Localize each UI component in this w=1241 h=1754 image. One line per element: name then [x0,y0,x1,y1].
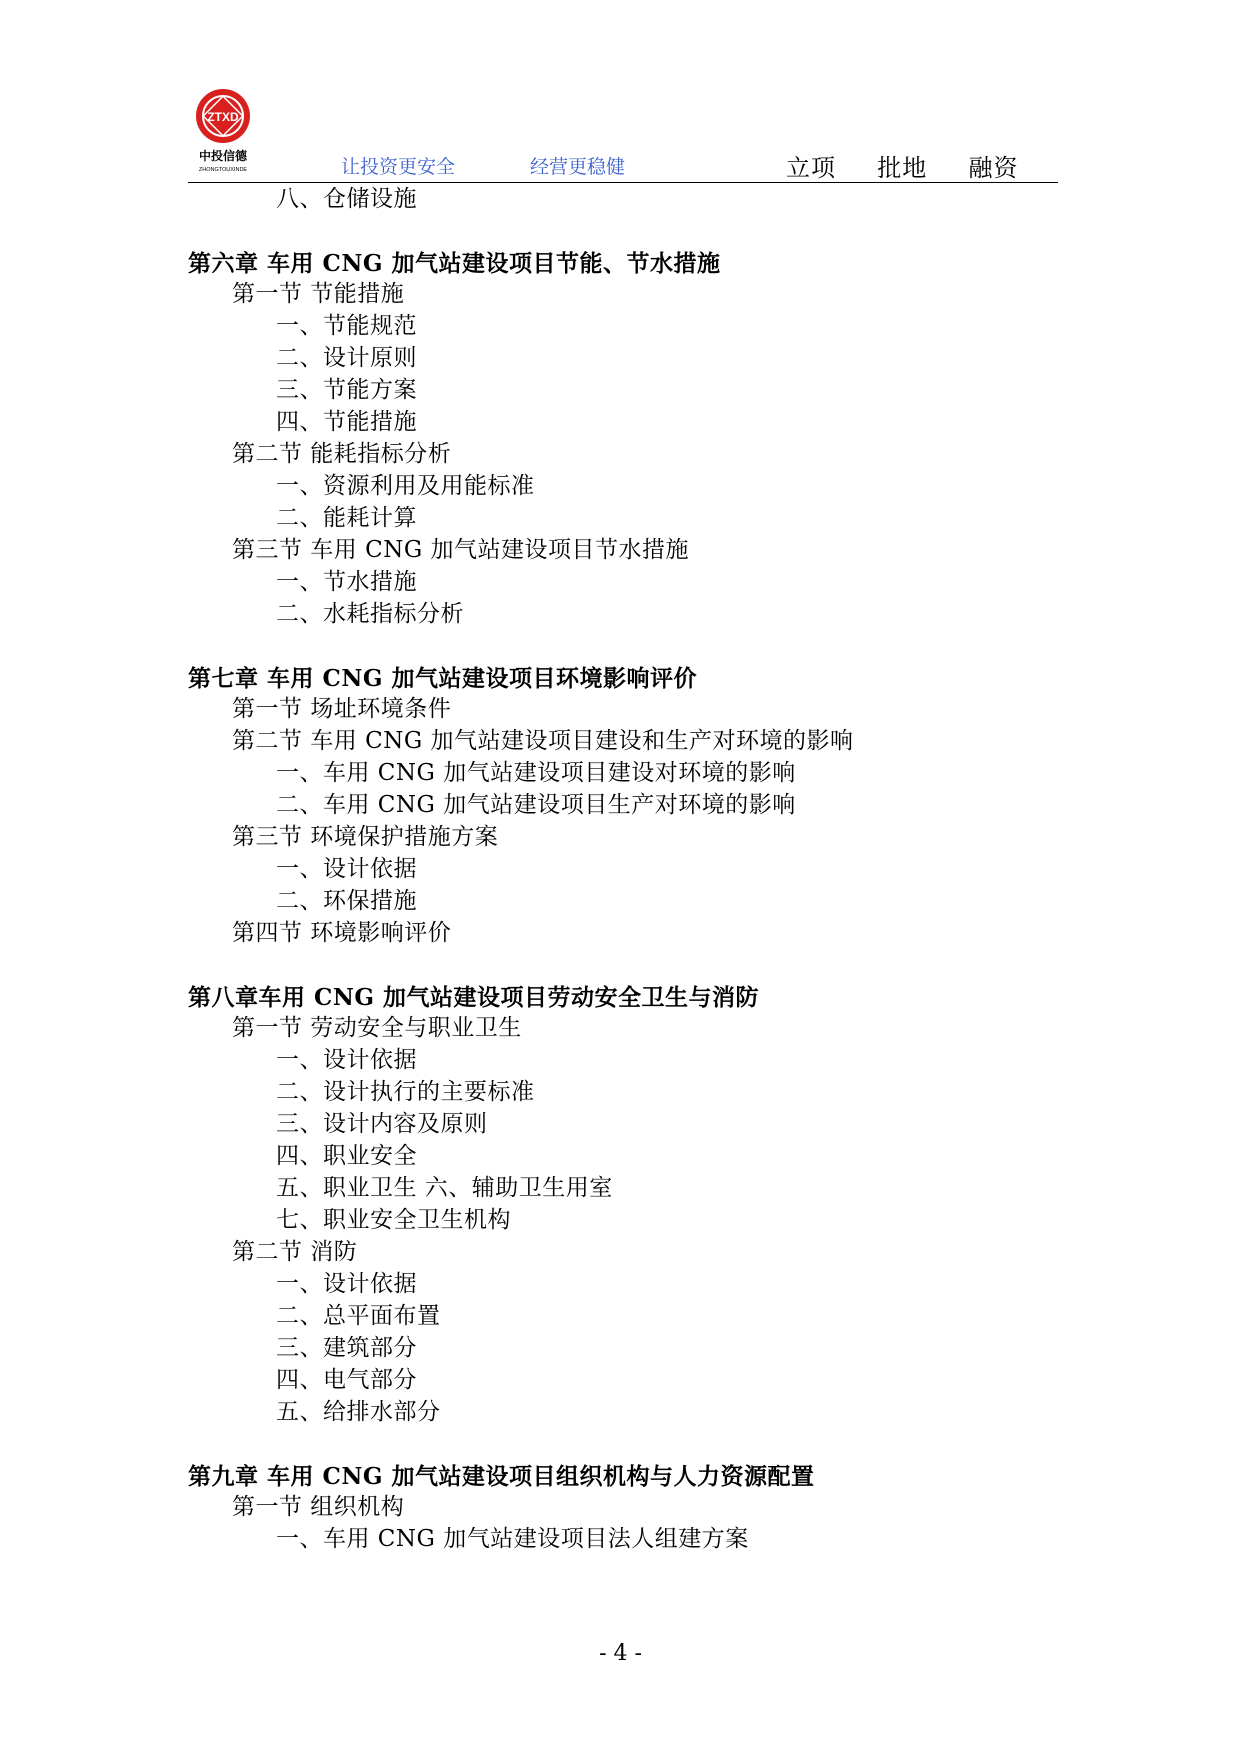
logo-sub: ZHONGTOUXINDE [198,167,248,173]
header-services: 立项 批地 融资 [786,154,1019,182]
toc-section: 第二节 消防 [232,1239,358,1265]
toc-section: 第三节 车用 CNG 加气站建设项目节水措施 [232,537,690,563]
toc-item: 三、节能方案 [276,377,417,403]
toc-item: 四、职业安全 [276,1143,417,1169]
toc-item: 三、设计内容及原则 [276,1111,488,1137]
logo-brand: 中投信德 [198,149,248,163]
toc-section: 第一节 节能措施 [232,281,405,307]
slogan-stable-operation: 经营更稳健 [530,156,626,178]
toc-item: 一、设计依据 [276,1047,417,1073]
toc-section: 第二节 车用 CNG 加气站建设项目建设和生产对环境的影响 [232,728,854,754]
toc-item: 二、水耗指标分析 [276,601,464,627]
toc-item: 二、车用 CNG 加气站建设项目生产对环境的影响 [276,792,796,818]
toc-section: 第四节 环境影响评价 [232,920,452,946]
toc-chapter: 第七章 车用 CNG 加气站建设项目环境影响评价 [188,665,697,692]
slogan-safe-investment: 让投资更安全 [341,156,456,178]
toc-item: 一、设计依据 [276,856,417,882]
toc-item: 二、设计执行的主要标准 [276,1079,535,1105]
toc-item: 四、电气部分 [276,1367,417,1393]
toc-item: 一、资源利用及用能标准 [276,473,535,499]
toc-item: 一、车用 CNG 加气站建设项目法人组建方案 [276,1526,749,1552]
toc-item: 二、总平面布置 [276,1303,441,1329]
toc-item: 七、职业安全卫生机构 [276,1207,511,1233]
logo-text: ZTXD [207,110,239,124]
toc-item: 八、仓储设施 [276,186,417,212]
toc-section: 第一节 劳动安全与职业卫生 [232,1015,522,1041]
toc-item: 二、能耗计算 [276,505,417,531]
toc-section: 第三节 环境保护措施方案 [232,824,499,850]
toc-item: 二、环保措施 [276,888,417,914]
toc-section: 第一节 组织机构 [232,1494,405,1520]
toc-chapter: 第八章车用 CNG 加气站建设项目劳动安全卫生与消防 [188,984,759,1011]
page-number: - 4 - [599,1641,642,1666]
toc-chapter: 第九章 车用 CNG 加气站建设项目组织机构与人力资源配置 [188,1463,815,1490]
toc-section: 第一节 场址环境条件 [232,696,452,722]
toc-item: 一、节水措施 [276,569,417,595]
toc-item: 三、建筑部分 [276,1335,417,1361]
toc-item: 五、给排水部分 [276,1399,441,1425]
toc-item: 五、职业卫生 六、辅助卫生用室 [276,1175,613,1201]
toc-section: 第二节 能耗指标分析 [232,441,452,467]
company-logo [188,86,258,176]
toc-item: 一、节能规范 [276,313,417,339]
toc-item: 一、车用 CNG 加气站建设项目建设对环境的影响 [276,760,796,786]
toc-chapter: 第六章 车用 CNG 加气站建设项目节能、节水措施 [188,250,721,277]
toc-item: 一、设计依据 [276,1271,417,1297]
toc-item: 四、节能措施 [276,409,417,435]
toc-item: 二、设计原则 [276,345,417,371]
